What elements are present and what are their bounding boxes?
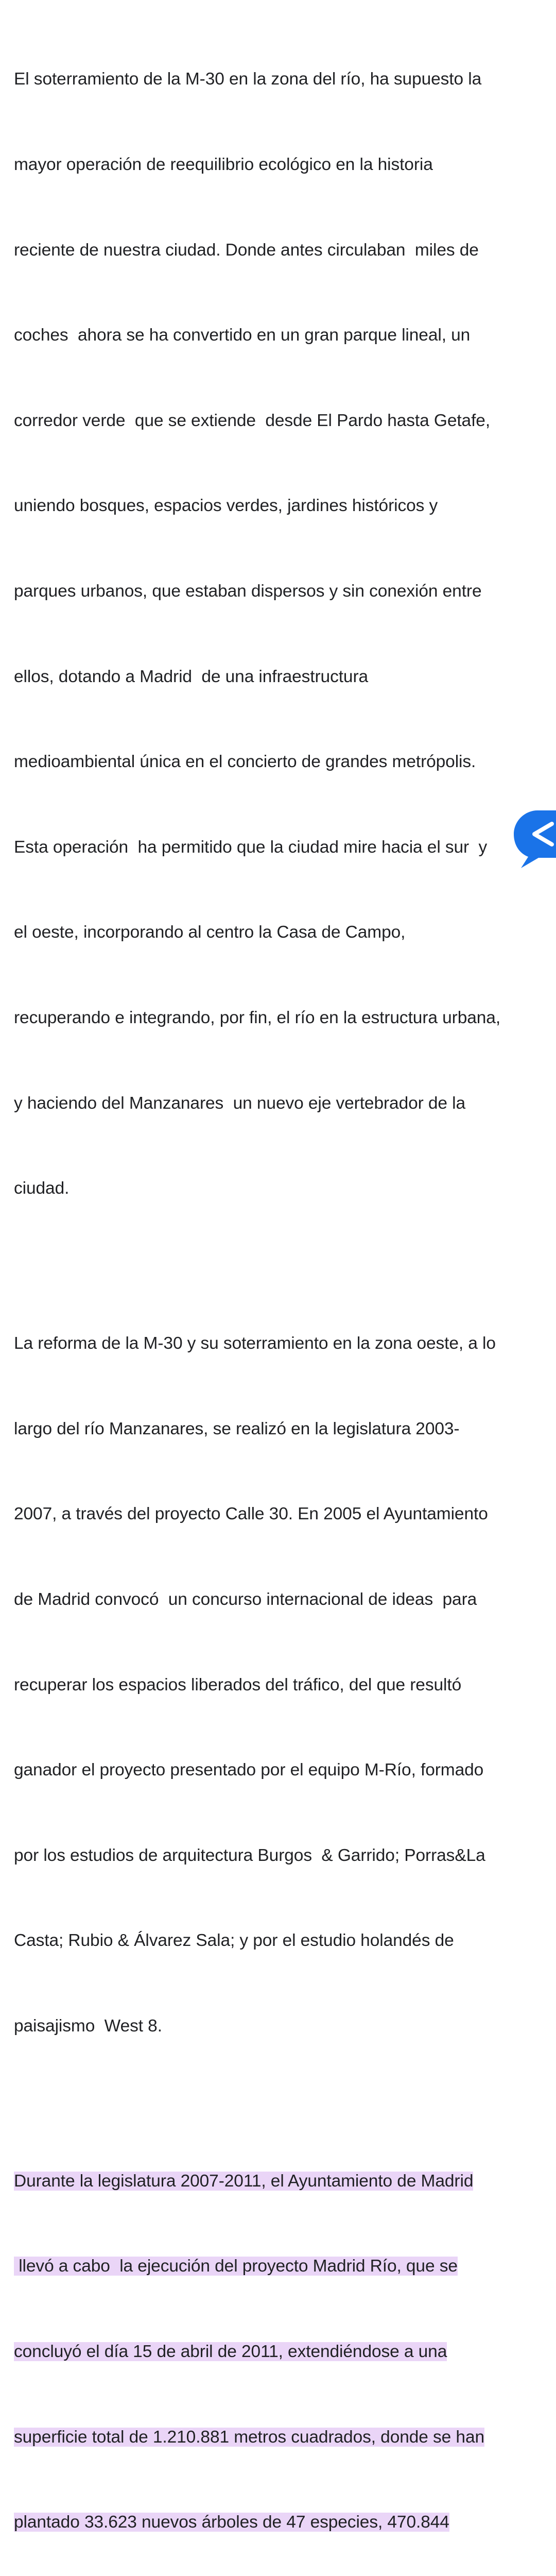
highlighted-text: llevó a cabo la ejecución del proyecto Madrid Río, que se [14, 2257, 458, 2276]
text-line: Esta operación ha permitido que la ciudad mire hacia el sur y [14, 837, 488, 857]
text-line [14, 2252, 549, 2280]
text-line: 2007, a través del proyecto Calle 30. En 2005 el Ayuntamiento [14, 1504, 488, 1524]
text-line: y haciendo del Manzanares un nuevo eje vertebrador de la [14, 1093, 466, 1113]
text-line [14, 2337, 549, 2366]
highlighted-text: plantado 33.623 nuevos árboles de 47 especies, 470.844 [14, 2513, 449, 2532]
text-line: de Madrid convocó un concurso internacional de ideas para [14, 1589, 477, 1609]
paragraph-m30-burial [14, 8, 549, 1260]
text-line: el oeste, incorporando al centro la Casa de Campo, [14, 923, 406, 942]
highlighted-text: concluyó el día 15 de abril de 2011, extendiéndose a una [14, 2342, 447, 2362]
text-line: por los estudios de arquitectura Burgos & Garrido; Porras&La [14, 1845, 485, 1865]
text-line [14, 2167, 549, 2195]
text-line: La reforma de la M-30 y su soterramiento en la zona oeste, a lo [14, 1334, 496, 1353]
text-line [14, 2423, 549, 2451]
article-body [14, 8, 549, 2576]
text-line: recuperar los espacios liberados del tráfico, del que resultó [14, 1675, 462, 1694]
text-line: ciudad. [14, 1179, 70, 1198]
text-line: paisajismo West 8. [14, 2016, 162, 2036]
paragraph-madrid-rio-highlighted [14, 2110, 549, 2576]
highlighted-text: superficie total de 1.210.881 metros cuadrados, donde se han [14, 2427, 485, 2447]
text-line: reciente de nuestra ciudad. Donde antes circulaban miles de [14, 240, 479, 260]
share-chevron-icon [514, 810, 556, 868]
text-line: El soterramiento de la M-30 en la zona del río, ha supuesto la [14, 70, 482, 89]
text-line: mayor operación de reequilibrio ecológico en la historia [14, 155, 433, 174]
paragraph-m30-reform [14, 1273, 549, 2097]
text-line: uniendo bosques, espacios verdes, jardines históricos y [14, 496, 438, 516]
text-line: corredor verde que se extiende desde El Pardo hasta Getafe, [14, 411, 491, 430]
highlighted-text: Durante la legislatura 2007-2011, el Ayuntamiento de Madrid [14, 2171, 474, 2191]
text-line: medioambiental única en el concierto de grandes metrópolis. [14, 752, 476, 772]
text-line: coches ahora se ha convertido en un gran parque lineal, un [14, 326, 471, 345]
text-line: Casta; Rubio & Álvarez Sala; y por el estudio holandés de [14, 1931, 454, 1951]
share-button[interactable] [514, 810, 556, 868]
text-line: largo del río Manzanares, se realizó en la legislatura 2003- [14, 1419, 460, 1438]
text-line: ganador el proyecto presentado por el equipo M-Río, formado [14, 1760, 484, 1780]
text-line: recuperando e integrando, por fin, el río en la estructura urbana, [14, 1008, 501, 1027]
text-line [14, 2508, 549, 2536]
text-line: parques urbanos, que estaban dispersos y sin conexión entre [14, 581, 482, 601]
text-line: ellos, dotando a Madrid de una infraestructura [14, 667, 369, 686]
